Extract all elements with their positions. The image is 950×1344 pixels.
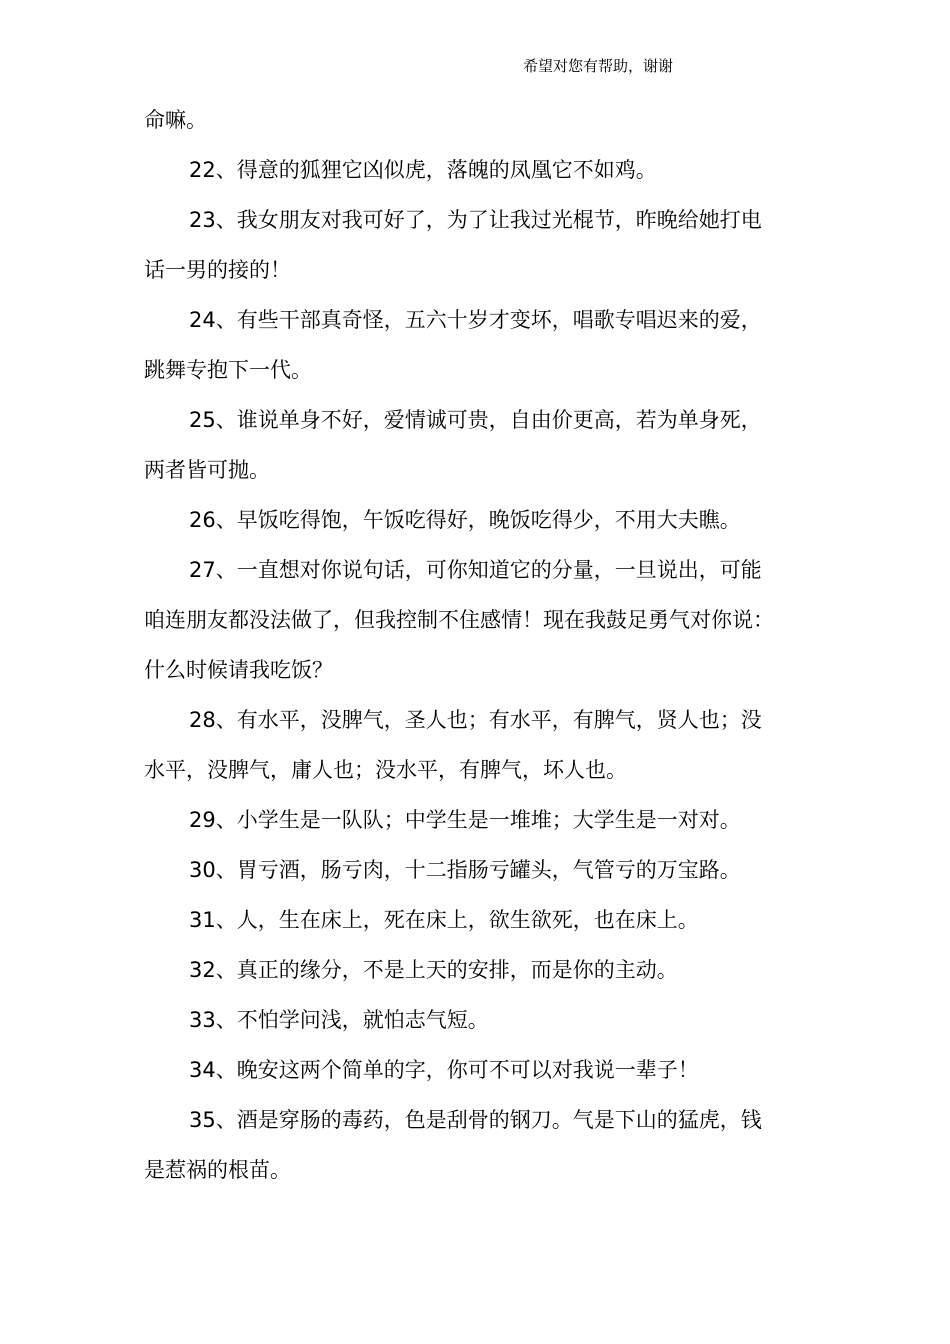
text-line: 两者皆可抛。 [144, 458, 270, 482]
text-line: 水平，没脾气，庸人也；没水平，有脾气，坏人也。 [144, 758, 627, 782]
text-line: 31、人，生在床上，死在床上，欲生欲死，也在床上。 [189, 908, 699, 932]
body-text [144, 95, 824, 1195]
text-line: 什么时候请我吃饭？ [144, 658, 333, 682]
text-line: 咱连朋友都没法做了，但我控制不住感情！现在我鼓足勇气对你说： [144, 608, 774, 632]
text-line: 26、早饭吃得饱，午饭吃得好，晚饭吃得少，不用大夫瞧。 [189, 508, 741, 532]
text-line: 34、晚安这两个简单的字，你可不可以对我说一辈子！ [189, 1058, 699, 1082]
text-line: 35、酒是穿肠的毒药，色是刮骨的钢刀。气是下山的猛虎，钱 [189, 1108, 762, 1132]
text-line: 22、得意的狐狸它凶似虎，落魄的凤凰它不如鸡。 [189, 158, 657, 182]
text-line: 27、一直想对你说句话，可你知道它的分量，一旦说出，可能 [189, 558, 762, 582]
text-line: 23、我女朋友对我可好了，为了让我过光棍节，昨晚给她打电 [189, 208, 762, 232]
text-line: 25、谁说单身不好，爱情诚可贵，自由价更高，若为单身死， [189, 408, 762, 432]
text-line: 30、胃亏酒，肠亏肉，十二指肠亏罐头，气管亏的万宝路。 [189, 858, 741, 882]
text-line: 是惹祸的根苗。 [144, 1158, 291, 1182]
text-line: 29、小学生是一队队；中学生是一堆堆；大学生是一对对。 [189, 808, 741, 832]
text-line: 28、有水平，没脾气，圣人也；有水平，有脾气，贤人也；没 [189, 708, 762, 732]
text-line: 跳舞专抱下一代。 [144, 358, 312, 382]
header-note: 希望对您有帮助，谢谢 [523, 57, 674, 75]
text-line: 32、真正的缘分，不是上天的安排，而是你的主动。 [189, 958, 678, 982]
text-line: 命嘛。 [144, 108, 207, 132]
text-line: 话一男的接的！ [144, 258, 291, 282]
text-line: 33、不怕学问浅，就怕志气短。 [189, 1008, 489, 1032]
text-line: 24、有些干部真奇怪，五六十岁才变坏，唱歌专唱迟来的爱， [189, 308, 762, 332]
